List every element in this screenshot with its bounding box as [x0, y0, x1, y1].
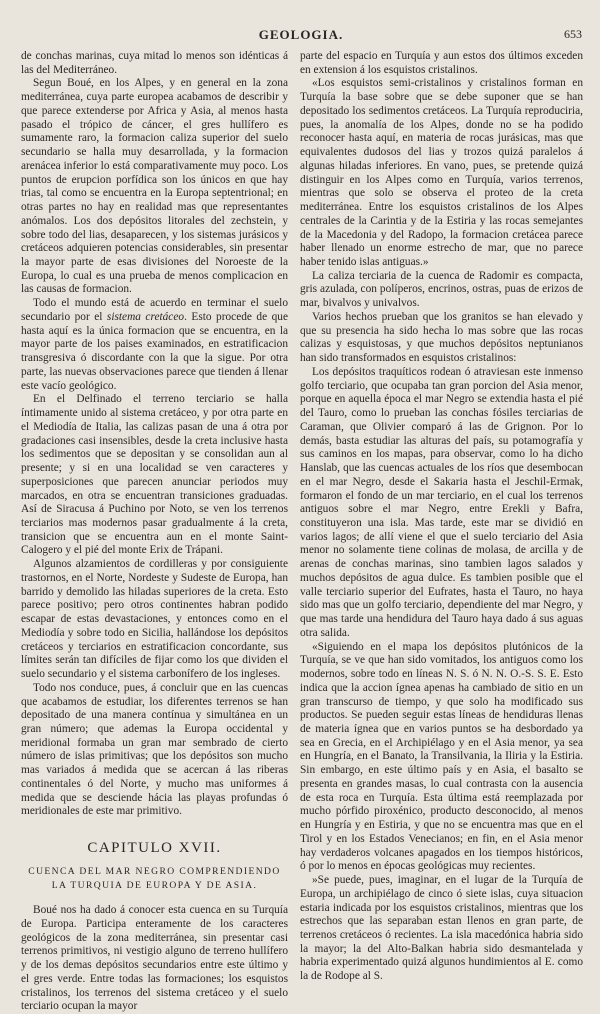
paragraph: «Siguiendo en el mapa los depósitos plutónicos de la Turquía, se ve que han sido vomitados, los antiguos como los modernos, sobre todo en líneas N. S. ó N. N. O.-S. S. E. Esto indica que la accion ígnea apenas ha cambiado de sitio en un gran transcurso de tiempo, y que solo ha modificado sus productos. Se pueden seguir estas líneas de hendiduras llenas de materia ígnea que en varios puntos se ha desbordado ya sea en Grecia, en el Archipiélago y en el Asia menor, ya sea en Hungría, en el Banato, la Transilvania, la Iliria y la Estiria. Sin embargo, en este último país y en Asia, el basalto se presenta en grandes masas, lo cual contrasta con la ausencia de esta roca en Turquía. Esta última está reemplazada por mucho pórfido piroxénico, producto desconocido, al menos en Hungría y en Estiria, y que no se encuentra mas que en el Tirol y en los Estados Venecianos; en fin, en el Asia menor hay verdaderos volcanes apagados en los tiempos históricos, ó por lo menos en épocas geológicas muy recientes.: [300, 640, 583, 873]
paragraph: La caliza terciaria de la cuenca de Radomir es compacta, gris azulada, con políperos, encrinos, ostras, puas de erizos de mar, bivalvos y univalvos.: [300, 269, 583, 310]
paragraph: En el Delfinado el terreno terciario se halla íntimamente unido al sistema cretáceo, y por otra parte en el Mediodía de Italia, las calizas pasan de una á otra por gradaciones casi insensibles, desde la creta inclusive hasta los sedimentos que se depositan y se consolidan aun al presente; y si en una localidad se ven caracteres y superposiciones que parecen anunciar periodos muy marcados, en otra se encuentran transiciones graduadas. Así de Siracusa á Puchino por Noto, se ven los terrenos terciarios mas modernos pasar gradualmente á la creta, transicion que se encuentra aun en el monte Saint-Calogero y el pié del monte Erix de Trápani.: [21, 393, 288, 557]
paragraph: Los depósitos traquíticos rodean ó atraviesan este inmenso golfo terciario, que ocupaba tan gran porcion del Asia menor, porque en aquella época el mar Negro se extendia hasta el pié del Tauro, como lo prueban las conchas fósiles terciarias de Caraman, que Olivier comparó á las de Grignon. Por lo demás, basta estudiar las alturas del país, su potamografía y sus caminos en los mapas, para observar, como lo ha dicho Hanslab, que las cuencas actuales de los ríos que desembocan en el mar Negro, desde el Sakaria hasta el Jeschil-Ermak, formaron el fondo de un mar terciario, en el cual los terrenos antiguos sobre el mar Negro, entre Erekli y Bafra, constituyeron una isla. Mas tarde, este mar se dividió en varios lagos; de allí viene el que el suelo terciario del Asia menor no solamente tiene colinas de molasa, de arcilla y de arenas de conchas marinas, sino tambien lagos salados y muchos depósitos de agua dulce. Es tambien posible que el valle terciario superior del Eufrates, hasta el Tauro, no haya sido mas que un golfo terciario, dependiente del mar Negro, y que mas tarde una hendidura del Tauro haya dado á sus aguas otra salida.: [300, 365, 583, 639]
page-number: 653: [564, 27, 582, 41]
paragraph: Varios hechos prueban que los granitos se han elevado y que su presencia ha sido hecha lo mas sobre que las rocas calizas y esquistosas, y que muchos depósitos neptunianos han sido transformados en esquistos cristalinos:: [300, 310, 583, 365]
paragraph: de conchas marinas, cuya mitad lo menos son idénticas á las del Mediterráneo.: [21, 50, 288, 76]
page-header: [20, 27, 582, 47]
left-column: [21, 50, 288, 1014]
paragraph: »Se puede, pues, imaginar, en el lugar de la Turquía de Europa, un archipiélago de cinco ó siete islas, cuya situacion estaria indicada por los esquistos cristalinos, mientras que los estrechos que las separaban estan llenos en gran parte, de terrenos cretáceos ó recientes. La isla macedónica habria sido la mayor; la del Alto-Balkan habria sido desmantelada y habria experimentado quizá algunos hundimientos al E. como la de Rodope al S.: [300, 874, 583, 983]
paragraph: Algunos alzamientos de cordilleras y por consiguiente trastornos, en el Norte, Nordeste y Sudeste de Europa, han barrido y demolido las hiladas superiores de la creta. Esto parece positivo; pero otros continentes habran podido escapar de estas devastaciones, y entonces como en el Mediodía y sobre todo en Sicilia, hallándose los depósitos cretáceos y terciarios en estratificacion concordante, sus límites serán tan difíciles de fijar como los que dividen el suelo secundario y el sistema carbonífero de los ingleses.: [21, 558, 288, 681]
running-title: GEOLOGIA.: [258, 27, 344, 42]
paragraph-text: Todo el mundo está de acuerdo en terminar el suelo secundario por el: [21, 297, 288, 323]
paragraph: Boué nos ha dado á conocer esta cuenca en su Turquía de Europa. Participa enteramente de los caracteres geológicos de la zona mediterránea, sin presentar casi terrenos primitivos, ni vestigio alguno de terreno hullífero y de los demas depósitos secundarios entre este último y el gres verde. Entre todas las formaciones; los esquistos cristalinos, los terrenos del sistema cretáceo y el suelo terciario ocupan la mayor: [21, 904, 288, 1013]
paragraph-text: . Esto procede de que hasta aquí es la única formacion que se encuentra, en la mayor parte de los paises examinados, en estratificacion transgresiva ó discordante con la que la sigue. Por otra parte, las nuevas observaciones parece que tienden á llenar este vacío geológico.: [21, 310, 288, 392]
paragraph: parte del espacio en Turquía y aun estos dos últimos exceden en extension á los esquistos cristalinos.: [300, 50, 583, 76]
paragraph: «Los esquistos semi-cristalinos y cristalinos forman en Turquía la base sobre que se debe suponer que se han depositado los sedimentos cretáceos. La Turquía reproduciria, pues, la anomalía de los Alpes, donde no se ha podido reconocer hasta aquí, en materia de rocas jurásicas, mas que equivalentes dudosos del lias y trozos quizá paralelos á algunas hiladas inferiores. En vano, pues, se pretende quizá distinguir en los Alpes como en Turquía, varios terrenos, mientras que solo se observa el proteo de la creta mediterránea. Entre los esquistos cristalinos de los Alpes centrales de la Carintia y de la Estiria y las rocas semejantes de la Macedonia y del Radopo, la formacion cretácea parece haber llenado un enorme estrecho de mar, que no parece haber tenido islas antiguas.»: [300, 77, 583, 269]
chapter-title: CAPITULO XVII.: [87, 840, 222, 857]
emphasis-term: sistema cretáceo: [106, 310, 185, 323]
right-column: [300, 50, 583, 984]
paragraph: Todo nos conduce, pues, á concluir que en las cuencas que acabamos de estudiar, los diferentes terrenos se han depositado de una manera contínua y simultánea en un gran número; que ademas la Europa occidental y meridional formaba un gran mar sembrado de cierto número de islas primitivas; que los depósitos son mucho mas variados á medida que se acercan á las riberas continentales ó del Norte, y mucho mas uniformes á medida que se desciende hácia las playas profundas ó meridionales de este mar primitivo.: [21, 681, 288, 818]
chapter-subtitle: CUENCA DEL MAR NEGRO COMPRENDIENDO LA TURQUIA DE EUROPA Y DE ASIA.: [28, 866, 281, 892]
paragraph: Segun Boué, en los Alpes, y en general en la zona mediterránea, cuya parte europea acabamos de describir y que parece extenderse por Africa y Asia, al menos hasta pasado el trópico de cáncer, el gres hullífero es sumamente raro, la formacion caliza superior del suelo secundario se halla muy desarrollada, y la formacion arenácea inferior lo está comparativamente muy poco. Los puntos de erupcion porfídica son los únicos en que hay trias, tal como se encuentra en la Europa septentrional; en otras partes no hay en realidad mas que representantes anómalos. Los dos depósitos litorales del zechstein, y sobre todo del lias, desaparecen, y los sistemas jurásicos y cretáceos adquieren potencias considerables, sin presentar la mayor parte de esas divisiones del Noroeste de la Europa, lo cual es una prueba de menos complicacion en las causas de formacion.: [21, 77, 288, 296]
paragraph: [21, 297, 288, 393]
